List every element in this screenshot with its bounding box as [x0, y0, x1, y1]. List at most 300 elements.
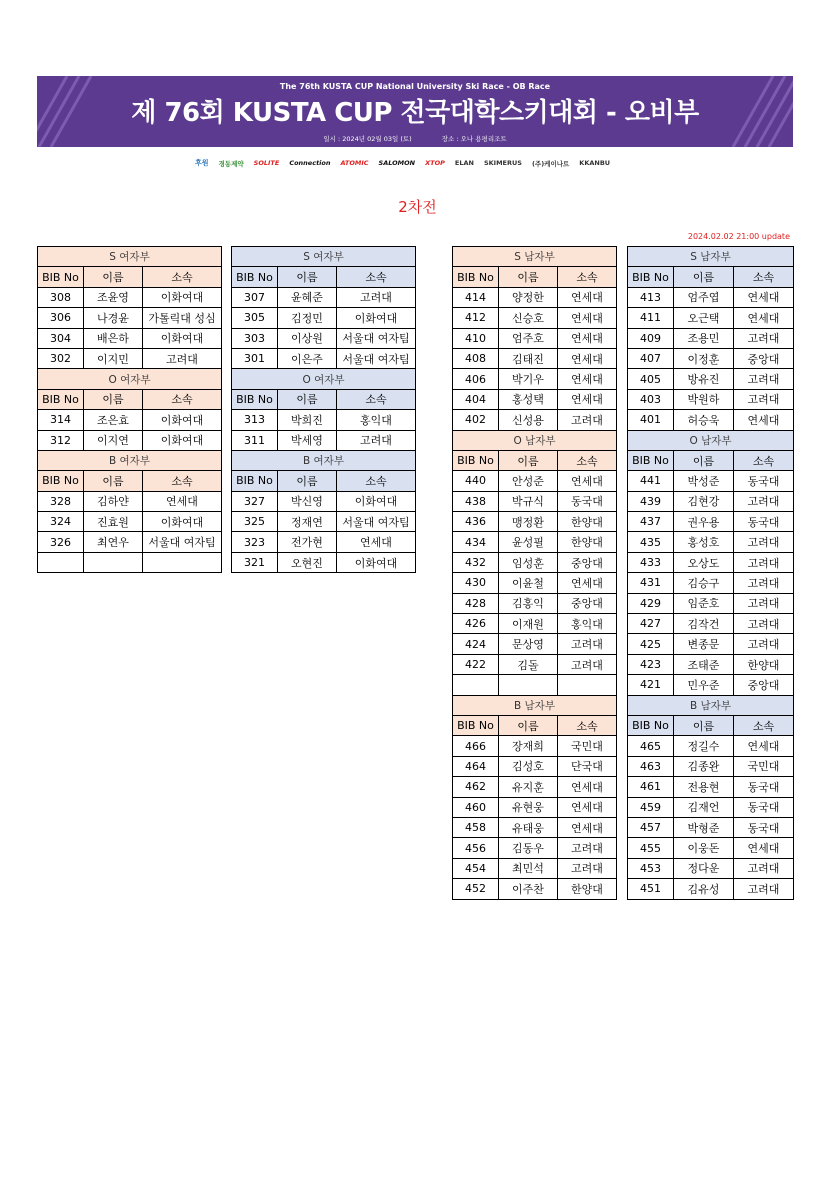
column-header-row [38, 389, 222, 409]
bib-cell: 306 [38, 308, 84, 328]
team-cell: 연세대 [558, 389, 617, 409]
team-header: 소속 [337, 471, 416, 491]
bib-cell: 424 [453, 634, 499, 654]
bib-header: BIB No [232, 267, 278, 287]
table-row [628, 654, 794, 674]
bib-cell: 422 [453, 654, 499, 674]
sponsor-logo: SALOMON [378, 159, 416, 167]
section-title: S 여자부 [38, 247, 222, 267]
team-cell: 서울대 여자팀 [337, 512, 416, 532]
team-cell: 국민대 [558, 736, 617, 756]
team-cell: 홍익대 [337, 410, 416, 430]
team-header: 소속 [558, 450, 617, 470]
column-header-row [453, 450, 617, 470]
table-row [628, 573, 794, 593]
team-cell: 연세대 [337, 532, 416, 552]
team-cell: 연세대 [558, 308, 617, 328]
table-row [232, 410, 416, 430]
bib-cell: 457 [628, 817, 674, 837]
name-cell: 박규식 [499, 491, 558, 511]
section-title: B 여자부 [232, 450, 416, 470]
table-row [232, 491, 416, 511]
section-header-row [453, 247, 617, 267]
name-cell: 오현진 [278, 552, 337, 572]
team-cell: 중앙대 [558, 593, 617, 613]
team-header: 소속 [734, 267, 794, 287]
name-cell: 방유진 [674, 369, 734, 389]
bib-cell: 452 [453, 879, 499, 899]
name-cell: 김홍익 [499, 593, 558, 613]
team-cell: 고려대 [734, 369, 794, 389]
name-cell: 임성훈 [499, 552, 558, 572]
name-cell: 김동우 [499, 838, 558, 858]
bib-cell: 426 [453, 614, 499, 634]
bib-cell: 403 [628, 389, 674, 409]
section-title: S 남자부 [453, 247, 617, 267]
team-cell: 연세대 [558, 348, 617, 368]
name-cell: 이상원 [278, 328, 337, 348]
table-row [628, 777, 794, 797]
name-cell: 김작건 [674, 614, 734, 634]
table-row [628, 675, 794, 695]
name-cell: 진효원 [84, 512, 143, 532]
team-cell: 이화여대 [143, 430, 222, 450]
table-row [453, 573, 617, 593]
table-row [628, 756, 794, 776]
name-cell: 신성용 [499, 410, 558, 430]
table-row [628, 491, 794, 511]
team-cell: 동국대 [734, 777, 794, 797]
name-header: 이름 [84, 267, 143, 287]
team-cell: 고려대 [558, 654, 617, 674]
table-row [453, 614, 617, 634]
bib-cell: 462 [453, 777, 499, 797]
table-row [453, 552, 617, 572]
bib-header: BIB No [453, 715, 499, 735]
table-row [453, 756, 617, 776]
table-row [453, 797, 617, 817]
team-cell: 연세대 [734, 308, 794, 328]
section-title: O 여자부 [38, 369, 222, 389]
team-cell: 연세대 [558, 573, 617, 593]
sponsor-logo: KKANBU [579, 159, 611, 167]
team-cell: 연세대 [558, 328, 617, 348]
bib-cell: 440 [453, 471, 499, 491]
team-cell: 가톨릭대 성심 [143, 308, 222, 328]
table-row [453, 532, 617, 552]
team-cell: 고려대 [734, 552, 794, 572]
bib-cell: 314 [38, 410, 84, 430]
table-row [38, 410, 222, 430]
team-cell [143, 552, 222, 572]
page-title: 제 76회 KUSTA CUP 전국대학스키대회 - 오비부 [131, 98, 699, 128]
name-header: 이름 [499, 450, 558, 470]
bib-cell: 313 [232, 410, 278, 430]
name-cell: 유현웅 [499, 797, 558, 817]
name-cell: 김유성 [674, 879, 734, 899]
bib-header: BIB No [453, 450, 499, 470]
team-cell: 고려대 [734, 634, 794, 654]
team-header: 소속 [143, 267, 222, 287]
table-row [628, 308, 794, 328]
start-list-table [37, 246, 222, 573]
team-header: 소속 [734, 450, 794, 470]
team-cell: 연세대 [558, 797, 617, 817]
name-cell: 정다운 [674, 858, 734, 878]
name-cell: 조용민 [674, 328, 734, 348]
table-row [232, 328, 416, 348]
name-cell: 조은효 [84, 410, 143, 430]
bib-cell: 406 [453, 369, 499, 389]
table-row [453, 389, 617, 409]
section-title: B 남자부 [453, 695, 617, 715]
name-cell: 정길수 [674, 736, 734, 756]
section-title: O 남자부 [628, 430, 794, 450]
name-cell: 김성호 [499, 756, 558, 776]
team-cell: 이화여대 [143, 287, 222, 307]
table-row [453, 287, 617, 307]
table-row [628, 328, 794, 348]
bib-cell: 404 [453, 389, 499, 409]
bib-cell: 410 [453, 328, 499, 348]
table-row [232, 430, 416, 450]
banner-subtitle: The 76th KUSTA CUP National University Ski Race - OB Race [279, 82, 551, 91]
table-row [453, 777, 617, 797]
name-header: 이름 [84, 389, 143, 409]
bib-cell: 429 [628, 593, 674, 613]
table-row [628, 471, 794, 491]
start-list-table [231, 246, 416, 573]
section-title: B 남자부 [628, 695, 794, 715]
table-row [38, 287, 222, 307]
name-cell: 이윤철 [499, 573, 558, 593]
name-cell: 이은주 [278, 348, 337, 368]
team-cell: 한양대 [734, 654, 794, 674]
sponsor-logo: (주)케이나트 [531, 159, 570, 168]
bib-cell: 432 [453, 552, 499, 572]
name-cell: 박희진 [278, 410, 337, 430]
name-cell: 박원하 [674, 389, 734, 409]
sponsor-logo: XTOP [425, 159, 445, 167]
name-cell: 김재언 [674, 797, 734, 817]
bib-cell: 436 [453, 512, 499, 532]
bib-cell: 430 [453, 573, 499, 593]
bib-cell: 325 [232, 512, 278, 532]
section-title: B 여자부 [38, 450, 222, 470]
column-header-row [453, 267, 617, 287]
start-list-table [452, 246, 617, 900]
section-header-row [232, 369, 416, 389]
name-cell: 홍성택 [499, 389, 558, 409]
name-header: 이름 [674, 450, 734, 470]
column-header-row [628, 267, 794, 287]
team-cell: 한양대 [558, 532, 617, 552]
table-row [628, 817, 794, 837]
table-row [453, 634, 617, 654]
name-cell: 엄주호 [499, 328, 558, 348]
name-header: 이름 [674, 267, 734, 287]
sponsor-label: 후원 [195, 159, 209, 167]
table-row [232, 532, 416, 552]
team-header: 소속 [558, 267, 617, 287]
bib-header: BIB No [38, 267, 84, 287]
table-row [232, 552, 416, 572]
bib-cell: 463 [628, 756, 674, 776]
name-cell: 김승구 [674, 573, 734, 593]
bib-cell: 456 [453, 838, 499, 858]
bib-header: BIB No [628, 450, 674, 470]
team-cell: 동국대 [734, 797, 794, 817]
team-cell: 한양대 [558, 512, 617, 532]
event-date: 일시 : 2024년 02월 03일 (토) [323, 135, 412, 143]
name-cell: 최연우 [84, 532, 143, 552]
team-cell: 고려대 [734, 573, 794, 593]
bib-cell: 412 [453, 308, 499, 328]
table-row [232, 287, 416, 307]
sponsor-logo: ATOMIC [340, 159, 369, 167]
section-header-row [38, 450, 222, 470]
name-cell: 조태준 [674, 654, 734, 674]
name-cell: 맹정환 [499, 512, 558, 532]
table-row [628, 593, 794, 613]
table-row [628, 736, 794, 756]
team-cell: 고려대 [734, 532, 794, 552]
section-title: S 남자부 [628, 247, 794, 267]
section-header-row [628, 247, 794, 267]
bib-cell: 458 [453, 817, 499, 837]
bib-cell: 305 [232, 308, 278, 328]
team-cell: 연세대 [734, 410, 794, 430]
team-cell [558, 675, 617, 695]
name-cell: 엄주엽 [674, 287, 734, 307]
team-cell: 동국대 [558, 491, 617, 511]
bib-cell: 308 [38, 287, 84, 307]
name-cell: 오근택 [674, 308, 734, 328]
table-row [453, 858, 617, 878]
bib-cell: 465 [628, 736, 674, 756]
name-cell: 전용현 [674, 777, 734, 797]
table-row [453, 410, 617, 430]
bib-cell: 402 [453, 410, 499, 430]
team-cell: 홍익대 [558, 614, 617, 634]
bib-cell: 307 [232, 287, 278, 307]
table-row [38, 491, 222, 511]
table-row [453, 879, 617, 899]
bib-cell: 425 [628, 634, 674, 654]
section-header-row [38, 247, 222, 267]
bib-header: BIB No [232, 389, 278, 409]
section-header-row [453, 695, 617, 715]
bib-cell: 454 [453, 858, 499, 878]
bib-cell: 321 [232, 552, 278, 572]
header-banner [37, 76, 793, 147]
team-header: 소속 [143, 389, 222, 409]
name-cell: 홍성호 [674, 532, 734, 552]
team-cell: 고려대 [337, 287, 416, 307]
update-timestamp: 2024.02.02 21:00 update [687, 232, 790, 241]
bib-cell: 407 [628, 348, 674, 368]
bib-cell: 408 [453, 348, 499, 368]
bib-cell: 460 [453, 797, 499, 817]
name-cell: 박형준 [674, 817, 734, 837]
bib-cell: 441 [628, 471, 674, 491]
name-cell: 신승호 [499, 308, 558, 328]
table-row [628, 389, 794, 409]
table-row [628, 858, 794, 878]
name-cell: 조윤영 [84, 287, 143, 307]
bib-header: BIB No [38, 389, 84, 409]
name-cell: 허승욱 [674, 410, 734, 430]
name-cell: 김돌 [499, 654, 558, 674]
bib-cell: 324 [38, 512, 84, 532]
team-header: 소속 [337, 389, 416, 409]
name-cell: 김하얀 [84, 491, 143, 511]
table-row [628, 879, 794, 899]
name-cell: 임준호 [674, 593, 734, 613]
table-row [628, 797, 794, 817]
bib-cell: 312 [38, 430, 84, 450]
team-cell: 연세대 [558, 471, 617, 491]
table-row [453, 675, 617, 695]
section-title: S 여자부 [232, 247, 416, 267]
bib-cell: 328 [38, 491, 84, 511]
team-cell: 이화여대 [143, 512, 222, 532]
team-cell: 국민대 [734, 756, 794, 776]
name-cell: 김태진 [499, 348, 558, 368]
table-row [628, 369, 794, 389]
bib-header: BIB No [38, 471, 84, 491]
section-title: O 여자부 [232, 369, 416, 389]
team-header: 소속 [337, 267, 416, 287]
team-cell: 이화여대 [337, 491, 416, 511]
bib-cell: 439 [628, 491, 674, 511]
team-cell: 고려대 [734, 389, 794, 409]
table-row [628, 287, 794, 307]
table-row [38, 308, 222, 328]
team-header: 소속 [558, 715, 617, 735]
team-cell: 고려대 [734, 491, 794, 511]
section-header-row [38, 369, 222, 389]
table-row [628, 410, 794, 430]
column-header-row [232, 389, 416, 409]
name-cell: 장재희 [499, 736, 558, 756]
bib-cell: 433 [628, 552, 674, 572]
bib-cell: 302 [38, 348, 84, 368]
team-cell: 고려대 [143, 348, 222, 368]
name-header: 이름 [278, 471, 337, 491]
bib-cell: 304 [38, 328, 84, 348]
table-row [38, 430, 222, 450]
bib-cell: 326 [38, 532, 84, 552]
table-row [628, 634, 794, 654]
name-cell: 나경윤 [84, 308, 143, 328]
table-row [453, 369, 617, 389]
table-row [453, 328, 617, 348]
table-row [232, 308, 416, 328]
team-cell: 고려대 [558, 838, 617, 858]
name-header: 이름 [278, 267, 337, 287]
team-cell: 고려대 [558, 410, 617, 430]
name-cell: 정재연 [278, 512, 337, 532]
section-header-row [232, 450, 416, 470]
name-cell: 유태웅 [499, 817, 558, 837]
bib-header: BIB No [232, 471, 278, 491]
team-cell: 연세대 [558, 817, 617, 837]
team-cell: 중앙대 [734, 675, 794, 695]
column-header-row [232, 471, 416, 491]
name-cell: 이재원 [499, 614, 558, 634]
name-cell: 전가현 [278, 532, 337, 552]
bib-cell: 413 [628, 287, 674, 307]
event-venue: 장소 : 오나 용평리조트 [441, 135, 507, 143]
name-header: 이름 [84, 471, 143, 491]
name-cell: 오상도 [674, 552, 734, 572]
bib-cell: 401 [628, 410, 674, 430]
team-cell: 동국대 [734, 471, 794, 491]
name-cell: 권우용 [674, 512, 734, 532]
table-row [453, 308, 617, 328]
table-row [38, 512, 222, 532]
table-row [453, 817, 617, 837]
table-row [628, 838, 794, 858]
bib-cell: 323 [232, 532, 278, 552]
bib-cell: 464 [453, 756, 499, 776]
name-cell: 박기우 [499, 369, 558, 389]
bib-cell [453, 675, 499, 695]
table-row [453, 491, 617, 511]
team-cell: 연세대 [143, 491, 222, 511]
bib-cell: 451 [628, 879, 674, 899]
name-cell [499, 675, 558, 695]
team-cell: 이화여대 [337, 552, 416, 572]
name-cell: 최민석 [499, 858, 558, 878]
bib-cell: 459 [628, 797, 674, 817]
column-header-row [453, 715, 617, 735]
team-cell: 단국대 [558, 756, 617, 776]
sponsor-logo: SOLITE [253, 159, 280, 167]
table-row [38, 348, 222, 368]
column-header-row [38, 267, 222, 287]
name-cell: 안성준 [499, 471, 558, 491]
team-cell: 연세대 [558, 287, 617, 307]
round-title: 2차전 [398, 198, 437, 216]
table-row [628, 614, 794, 634]
name-cell: 박세영 [278, 430, 337, 450]
team-cell: 고려대 [558, 634, 617, 654]
team-cell: 중앙대 [558, 552, 617, 572]
table-row [628, 532, 794, 552]
table-row [453, 471, 617, 491]
bib-cell: 423 [628, 654, 674, 674]
table-row [628, 512, 794, 532]
name-cell: 배은하 [84, 328, 143, 348]
team-cell: 서울대 여자팀 [337, 328, 416, 348]
table-row [453, 348, 617, 368]
name-header: 이름 [499, 267, 558, 287]
start-list-table [627, 246, 794, 900]
team-cell: 고려대 [734, 879, 794, 899]
bib-cell: 421 [628, 675, 674, 695]
name-cell: 박신영 [278, 491, 337, 511]
bib-cell: 437 [628, 512, 674, 532]
name-cell: 김정민 [278, 308, 337, 328]
team-cell: 고려대 [558, 858, 617, 878]
table-row [232, 512, 416, 532]
team-cell: 고려대 [734, 614, 794, 634]
bib-cell: 428 [453, 593, 499, 613]
team-cell: 연세대 [734, 838, 794, 858]
event-info [37, 134, 793, 143]
